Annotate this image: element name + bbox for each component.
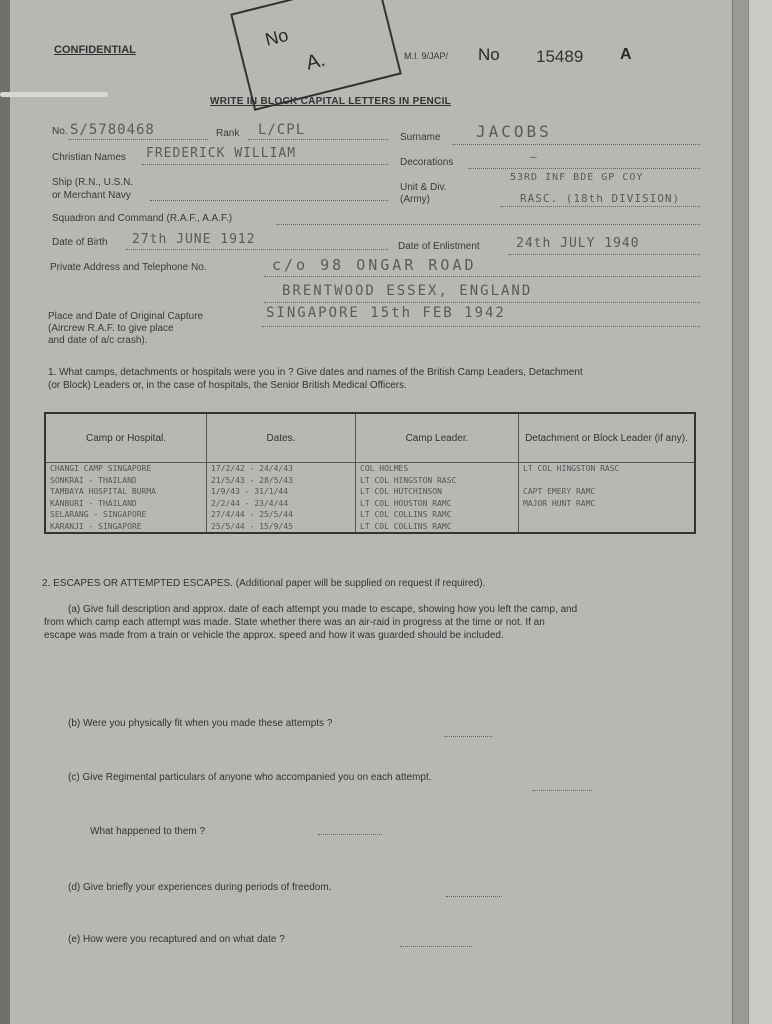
number-label: No (478, 45, 500, 64)
capture-label-2: (Aircrew R.A.F. to give place (48, 323, 174, 334)
enlistment-label: Date of Enlistment (398, 241, 480, 252)
col-dates: Dates. (207, 413, 356, 463)
ship-label-1: Ship (R.N., U.S.N. (52, 177, 134, 188)
capture-label-3: and date of a/c crash). (48, 335, 148, 346)
camps-table (44, 412, 696, 534)
form-number: 15489 (536, 47, 584, 66)
capture-label-1: Place and Date of Original Capture (48, 311, 204, 322)
capture-value: SINGAPORE 15th FEB 1942 (266, 305, 506, 321)
surname-label: Surname (400, 132, 441, 143)
q2a-line-3: escape was made from a train or vehicle the approx. speed and how it was guarded should be included. (44, 630, 504, 641)
unit-value-1: 53RD INF BDE GP COY (510, 172, 644, 183)
page-stack-edge-outer (748, 0, 772, 1024)
service-number: S/5780468 (70, 122, 155, 138)
dob-value: 27th JUNE 1912 (132, 232, 256, 247)
rank-label: Rank (216, 128, 240, 139)
q2c-followup: What happened to them ? (90, 826, 206, 837)
stamp-letter: A. (303, 48, 328, 75)
tie-string (0, 92, 108, 97)
unit-label-2: (Army) (400, 194, 430, 205)
table-row: TAMBAYA HOSPITAL BURMA 1/9/43 - 31/1/44 LT COL HUTCHINSON CAPT EMERY RAMC (45, 486, 695, 498)
squadron-label: Squadron and Command (R.A.F., A.A.F.) (52, 213, 233, 224)
table-row: SONKRAI - THAILAND 21/5/43 - 28/5/43 LT COL HINGSTON RASC (45, 475, 695, 487)
q1-line-1: 1. What camps, detachments or hospitals were you in ? Give dates and names of the British Camp Leaders, Detachment (48, 367, 583, 378)
stamp-number: No (263, 24, 291, 50)
christian-names-label: Christian Names (52, 152, 126, 163)
christian-names-value: FREDERICK WILLIAM (146, 146, 297, 161)
address-line-2: BRENTWOOD ESSEX, ENGLAND (282, 283, 533, 299)
form-suffix: A (620, 46, 632, 63)
mi-reference: M.I. 9/JAP/ (404, 51, 449, 61)
instruction-heading: WRITE IN BLOCK CAPITAL LETTERS IN PENCIL (210, 96, 452, 107)
surname-value: JACOBS (476, 122, 552, 141)
enlistment-value: 24th JULY 1940 (516, 236, 640, 251)
q2e: (e) How were you recaptured and on what date ? (68, 934, 285, 945)
table-row: SELARANG - SINGAPORE 27/4/44 - 25/5/44 LT COL COLLINS RAMC (45, 509, 695, 521)
confidential-label: CONFIDENTIAL (54, 44, 136, 56)
q2-title: 2. ESCAPES OR ATTEMPTED ESCAPES. (Additional paper will be supplied on request if required). (42, 578, 486, 589)
q2b: (b) Were you physically fit when you made these attempts ? (68, 718, 333, 729)
rank-value: L/CPL (258, 122, 306, 138)
unit-value-2: RASC. (18th DIVISION) (520, 192, 681, 205)
col-leader: Camp Leader. (356, 413, 519, 463)
decorations-value: — (530, 150, 538, 163)
table-row: CHANGI CAMP SINGAPORE 17/2/42 - 24/4/43 COL HOLMES LT COL HINGSTON RASC (45, 463, 695, 475)
dob-label: Date of Birth (52, 237, 108, 248)
ship-label-2: or Merchant Navy (52, 190, 131, 201)
q2a-line-2: from which camp each attempt was made. State whether there was an air-raid in progress at the time or not. If an (44, 617, 545, 628)
table-row: KARANJI - SINGAPORE 25/5/44 - 15/9/45 LT COL COLLINS RAMC (45, 521, 695, 534)
no-label: No. (52, 126, 68, 137)
address-line-1: c/o 98 ONGAR ROAD (272, 256, 477, 274)
col-detachment: Detachment or Block Leader (if any). (519, 413, 696, 463)
unit-label-1: Unit & Div. (400, 182, 447, 193)
col-camp: Camp or Hospital. (45, 413, 207, 463)
q1-line-2: (or Block) Leaders or, in the case of hospitals, the Senior British Medical Officers. (48, 380, 407, 391)
q2a-line-1: (a) Give full description and approx. date of each attempt you made to escape, showing how you left the camp, and (68, 604, 578, 615)
address-label: Private Address and Telephone No. (50, 262, 207, 273)
table-row: KANBURI - THAILAND 2/2/44 - 23/4/44 LT COL HOUSTON RAMC MAJOR HUNT RAMC (45, 498, 695, 510)
page-stack-edge (732, 0, 749, 1024)
q2d: (d) Give briefly your experiences during periods of freedom. (68, 882, 332, 893)
q2c: (c) Give Regimental particulars of anyone who accompanied you on each attempt. (68, 772, 432, 783)
decorations-label: Decorations (400, 157, 454, 168)
